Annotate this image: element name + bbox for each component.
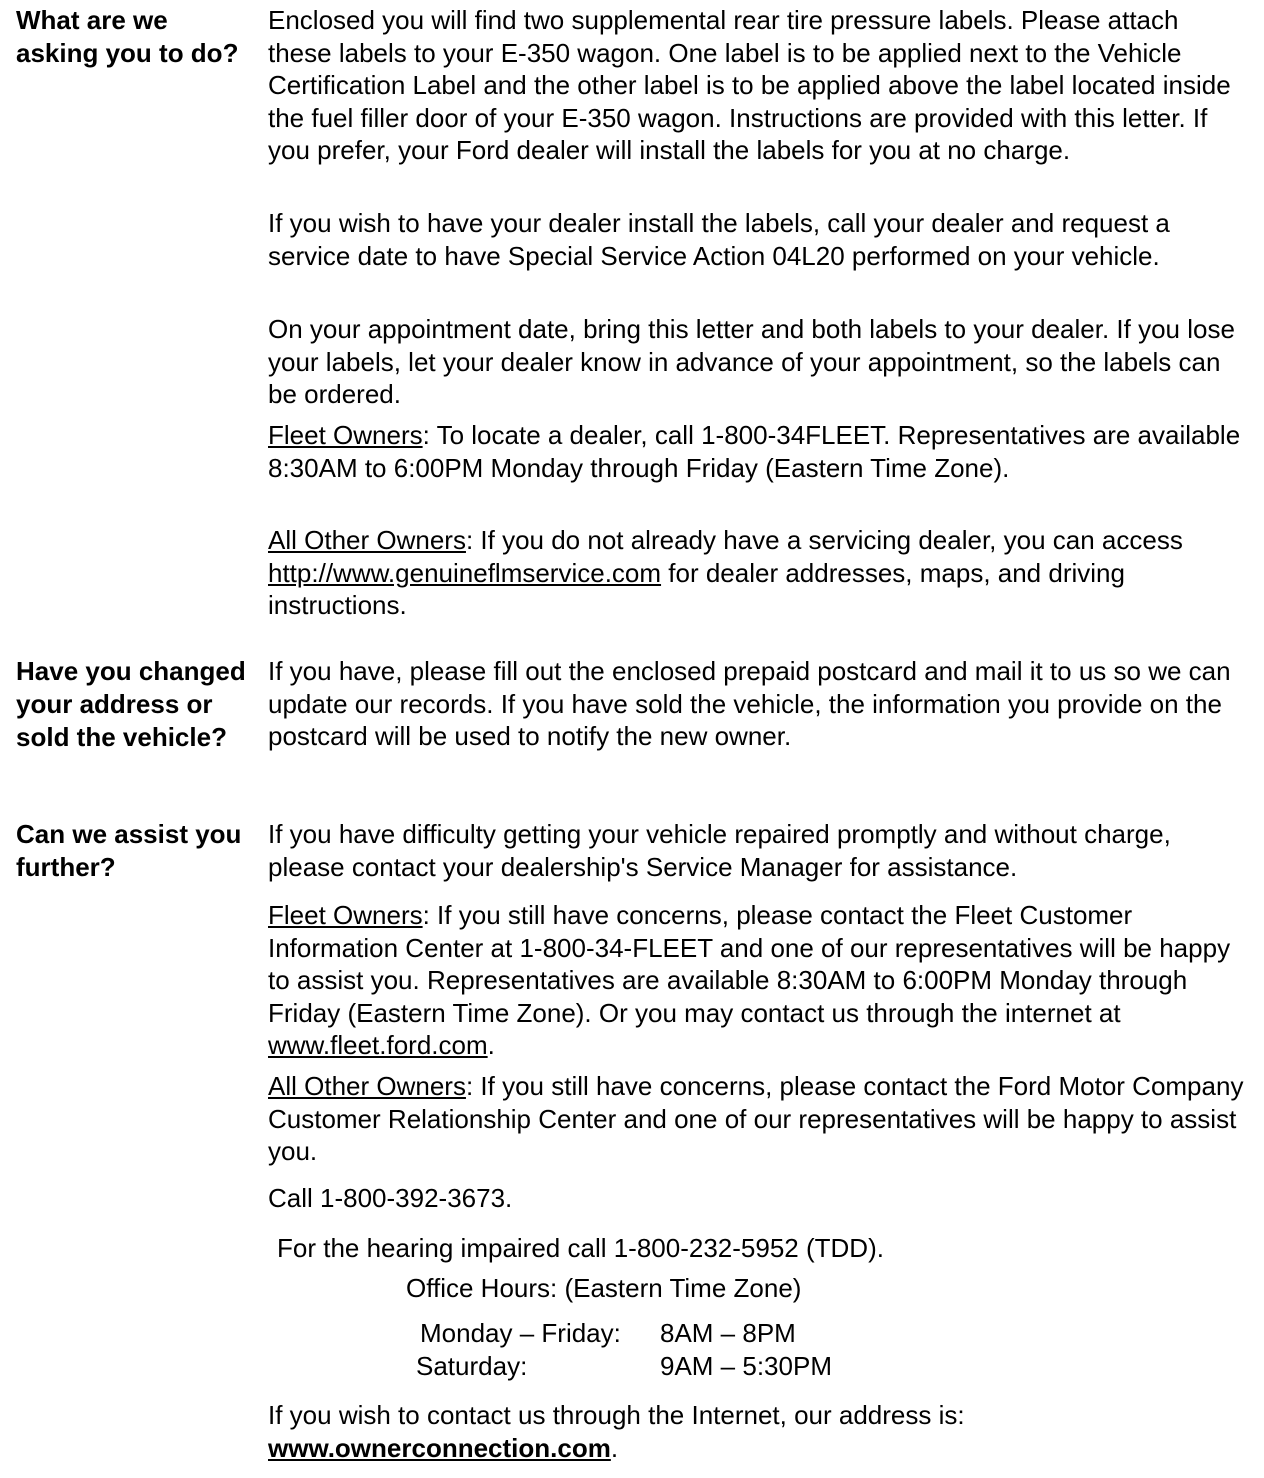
other-owners-label: All Other Owners — [268, 1071, 466, 1101]
internet-text-end: . — [610, 1432, 619, 1463]
fleet-website-link[interactable]: www.fleet.ford.com — [268, 1030, 488, 1061]
hours-time-weekday: 8AM – 8PM — [660, 1318, 796, 1348]
repair-difficulty-paragraph: If you have difficulty getting your vehicle repaired promptly and without charge, please contact your dealership's Service Manager for assistance. — [268, 819, 1171, 882]
call-number: Call 1-800-392-3673. — [268, 1183, 513, 1213]
hours-day-weekday: Monday – Friday: — [420, 1318, 621, 1348]
hours-time-saturday: 9AM – 5:30PM — [660, 1351, 832, 1381]
hearing-impaired-line: For the hearing impaired call 1-800-232-5952 (TDD). — [277, 1233, 884, 1263]
fleet-owners-concerns-paragraph — [268, 899, 1248, 1062]
section-heading-assist: Can we assist you further? — [16, 819, 242, 882]
section-heading-address: Have you changed your address or sold the vehicle? — [16, 656, 246, 752]
other-owners-concerns-paragraph — [268, 1070, 1248, 1168]
appointment-paragraph: On your appointment date, bring this letter and both labels to your dealer. If you lose your labels, let your dealer know in advance of your appointment, so the labels can be ordered. — [268, 314, 1235, 410]
other-owners-text: : If you do not already have a servicing dealer, you can access — [465, 525, 1183, 555]
office-hours-title: Office Hours: (Eastern Time Zone) — [406, 1273, 802, 1303]
other-owners-text-end: for dealer addresses, maps, and driving instructions. — [268, 557, 1125, 621]
fleet-text-end: . — [487, 1030, 495, 1061]
fleet-owners-concerns-text: : If you still have concerns, please contact the Fleet Customer Information Center at 1-800-34-FLEET and one of our representatives will be happy to assist you. Representatives are available 8:30AM to 6:00PM Monday through Friday (Eastern Time Zone). Or you may contact us through the internet at — [268, 900, 1231, 1028]
owner-connection-link[interactable]: www.ownerconnection.com — [268, 1432, 611, 1463]
internet-paragraph — [268, 1399, 1248, 1464]
section-heading-asking: What are we asking you to do? — [16, 5, 239, 68]
fleet-owners-paragraph — [268, 419, 1248, 484]
other-owners-paragraph — [268, 524, 1248, 622]
fleet-owners-label: Fleet Owners — [268, 900, 423, 930]
dealer-install-paragraph: If you wish to have your dealer install the labels, call your dealer and request a service date to have Special Service Action 04L20 performed on your vehicle. — [268, 208, 1170, 271]
internet-text: If you wish to contact us through the Internet, our address is: — [268, 1400, 965, 1430]
fleet-owners-text: : To locate a dealer, call 1-800-34FLEET. Representatives are available 8:30AM to 6:00PM Monday through Friday (Eastern Time Zone). — [268, 420, 1241, 483]
hours-day-saturday: Saturday: — [416, 1351, 528, 1381]
other-owners-label: All Other Owners — [268, 525, 466, 555]
other-owners-concerns-text: : If you still have concerns, please contact the Ford Motor Company Customer Relationship Center and one of our representatives will be happy to assist you. — [268, 1071, 1244, 1167]
dealer-locator-link[interactable]: http://www.genuineflmservice.com — [268, 557, 662, 588]
fleet-owners-label: Fleet Owners — [268, 420, 423, 450]
instructions-paragraph: Enclosed you will find two supplemental rear tire pressure labels. Please attach these labels to your E-350 wagon. One label is to be applied next to the Vehicle Certification Label and the other label is to be applied above the label located inside the fuel filler door of your E-350 wagon. Instructions are provided with this letter. If you prefer, your Ford dealer will install the labels for you at no charge. — [268, 5, 1231, 166]
address-change-paragraph: If you have, please fill out the enclosed prepaid postcard and mail it to us so we can update our records. If you have sold the vehicle, the information you provide on the postcard will be used to notify the new owner. — [268, 656, 1231, 752]
